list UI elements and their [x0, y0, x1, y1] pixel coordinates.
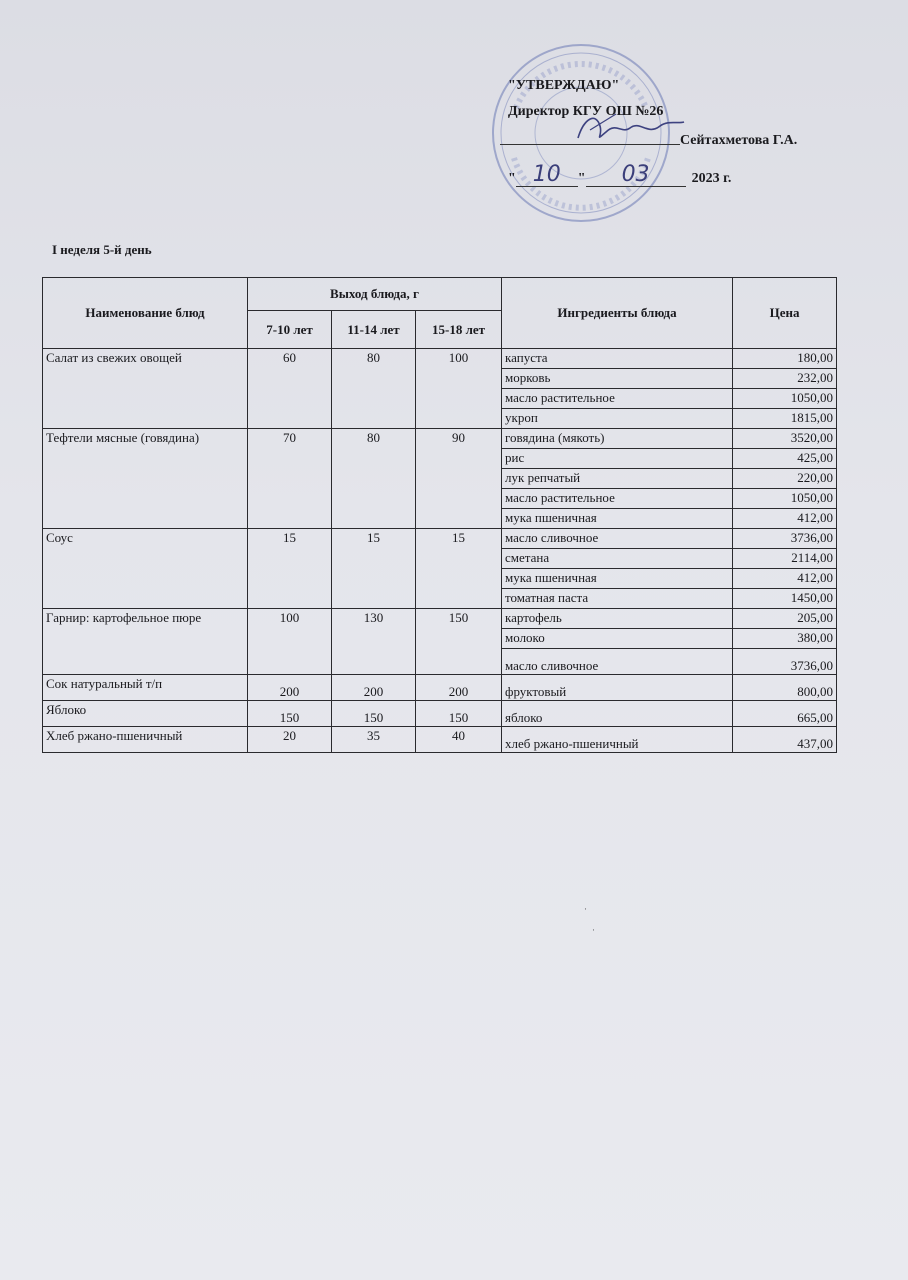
date-quote-close: ": [577, 171, 586, 186]
dish-yield: 40: [416, 727, 502, 753]
dish-yield: 15: [248, 529, 332, 609]
ingredient-price: 425,00: [733, 449, 837, 469]
dish-yield: 100: [416, 349, 502, 429]
director-name: Сейтахметова Г.А.: [680, 133, 798, 148]
ingredient-name: лук репчатый: [502, 469, 733, 489]
dish-yield: 35: [332, 727, 416, 753]
header-dish: Наименование блюд: [43, 278, 248, 349]
ingredient-price: 412,00: [733, 569, 837, 589]
ingredient-name: рис: [502, 449, 733, 469]
ingredient-name: говядина (мякоть): [502, 429, 733, 449]
ingredient-name: мука пшеничная: [502, 509, 733, 529]
header-age-11-14: 11-14 лет: [332, 311, 416, 349]
dish-name: Салат из свежих овощей: [43, 349, 248, 429]
table-row: [43, 675, 837, 701]
ingredient-price: 3736,00: [733, 649, 837, 675]
menu-table: [42, 277, 837, 753]
dish-yield: 100: [248, 609, 332, 675]
ingredient-name: яблоко: [502, 701, 733, 727]
dish-name: Яблоко: [43, 701, 248, 727]
dish-name: Хлеб ржано-пшеничный: [43, 727, 248, 753]
ingredient-price: 220,00: [733, 469, 837, 489]
approval-date: [508, 164, 731, 187]
header-age-15-18: 15-18 лет: [416, 311, 502, 349]
ingredient-name: томатная паста: [502, 589, 733, 609]
ingredient-name: масло растительное: [502, 389, 733, 409]
director-position: Директор КГУ ОШ №26: [508, 104, 664, 119]
dish-name: Тефтели мясные (говядина): [43, 429, 248, 529]
ingredient-price: 1050,00: [733, 489, 837, 509]
dish-yield: 150: [332, 701, 416, 727]
ingredient-price: 412,00: [733, 509, 837, 529]
dish-yield: 60: [248, 349, 332, 429]
ingredient-name: укроп: [502, 409, 733, 429]
ingredient-price: 2114,00: [733, 549, 837, 569]
handwritten-signature: [570, 108, 690, 148]
scan-speck: ·: [592, 925, 595, 935]
ingredient-price: 180,00: [733, 349, 837, 369]
ingredient-price: 1450,00: [733, 589, 837, 609]
ingredient-price: 665,00: [733, 701, 837, 727]
header-ingredients: Ингредиенты блюда: [502, 278, 733, 349]
ingredient-price: 800,00: [733, 675, 837, 701]
ingredient-price: 205,00: [733, 609, 837, 629]
header-age-7-10: 7-10 лет: [248, 311, 332, 349]
ingredient-name: сметана: [502, 549, 733, 569]
date-day: 10: [516, 164, 578, 187]
ingredient-price: 1050,00: [733, 389, 837, 409]
dish-name: Гарнир: картофельное пюре: [43, 609, 248, 675]
table-row: [43, 701, 837, 727]
table-row: [43, 349, 837, 369]
approval-title: "УТВЕРЖДАЮ": [508, 78, 620, 93]
header-yield: Выход блюда, г: [248, 278, 502, 311]
dish-yield: 80: [332, 349, 416, 429]
ingredient-name: морковь: [502, 369, 733, 389]
menu-table-body: [43, 349, 837, 753]
ingredient-name: хлеб ржано-пшеничный: [502, 727, 733, 753]
ingredient-name: мука пшеничная: [502, 569, 733, 589]
dish-yield: 20: [248, 727, 332, 753]
dish-yield: 15: [332, 529, 416, 609]
dish-yield: 150: [416, 609, 502, 675]
ingredient-price: 232,00: [733, 369, 837, 389]
ingredient-price: 3520,00: [733, 429, 837, 449]
week-day-label: I неделя 5-й день: [52, 242, 152, 257]
header-price: Цена: [733, 278, 837, 349]
date-month: 03: [586, 164, 686, 187]
dish-yield: 15: [416, 529, 502, 609]
dish-yield: 90: [416, 429, 502, 529]
ingredient-name: масло сливочное: [502, 529, 733, 549]
ingredient-price: 1815,00: [733, 409, 837, 429]
ingredient-name: молоко: [502, 629, 733, 649]
table-row: [43, 529, 837, 549]
table-row: [43, 609, 837, 629]
ingredient-name: картофель: [502, 609, 733, 629]
ingredient-name: фруктовый: [502, 675, 733, 701]
scan-speck: ·: [584, 904, 587, 914]
dish-yield: 80: [332, 429, 416, 529]
ingredient-price: 3736,00: [733, 529, 837, 549]
table-row: [43, 429, 837, 449]
dish-name: Сок натуральный т/п: [43, 675, 248, 701]
dish-yield: 200: [332, 675, 416, 701]
dish-yield: 150: [248, 701, 332, 727]
date-quote-open: ": [508, 171, 516, 186]
ingredient-name: масло сливочное: [502, 649, 733, 675]
dish-yield: 150: [416, 701, 502, 727]
date-year: 2023 г.: [691, 171, 732, 186]
ingredient-price: 437,00: [733, 727, 837, 753]
ingredient-price: 380,00: [733, 629, 837, 649]
ingredient-name: капуста: [502, 349, 733, 369]
dish-yield: 200: [248, 675, 332, 701]
table-row: [43, 727, 837, 753]
dish-name: Соус: [43, 529, 248, 609]
dish-yield: 130: [332, 609, 416, 675]
dish-yield: 200: [416, 675, 502, 701]
dish-yield: 70: [248, 429, 332, 529]
ingredient-name: масло растительное: [502, 489, 733, 509]
